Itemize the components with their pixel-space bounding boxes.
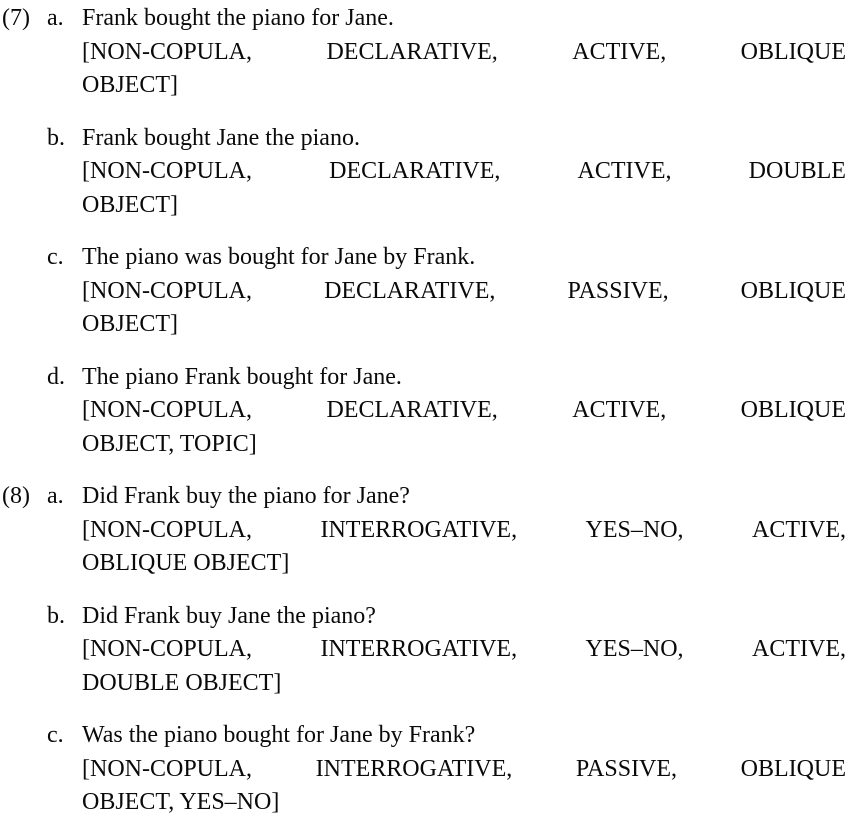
feature-word: YES–NO, (585, 636, 684, 662)
example-number: (8) (2, 483, 30, 509)
sentence: Frank bought Jane the piano. (82, 124, 360, 151)
feature-line-last: OBJECT] (82, 311, 178, 337)
feature-word: INTERROGATIVE, (320, 516, 518, 543)
feature-word: [NON-COPULA, (82, 397, 252, 423)
item-content (82, 480, 846, 581)
sentence: The piano Frank bought for Jane. (82, 363, 402, 390)
item-letter: c. (47, 722, 64, 748)
example-item (2, 719, 846, 820)
sentence: Did Frank buy the piano for Jane? (82, 483, 410, 509)
item-content (82, 361, 846, 462)
example-item (2, 361, 846, 462)
feature-word: INTERROGATIVE, (320, 636, 518, 662)
example-list (2, 2, 846, 820)
feature-word: [NON-COPULA, (82, 38, 252, 65)
feature-line-justified (82, 275, 846, 309)
feature-word: DECLARATIVE, (329, 158, 501, 184)
example-item (2, 2, 846, 103)
example-item (2, 600, 846, 701)
item-letter: b. (47, 124, 65, 151)
feature-word: ACTIVE, (572, 397, 667, 423)
feature-word: DECLARATIVE, (326, 397, 498, 423)
feature-word: YES–NO, (585, 516, 684, 543)
feature-word: PASSIVE, (567, 277, 669, 304)
feature-word: OBLIQUE (740, 397, 846, 423)
feature-word: OBLIQUE (740, 38, 846, 65)
item-letter: b. (47, 602, 65, 629)
feature-word: [NON-COPULA, (82, 516, 252, 543)
feature-line-justified (82, 36, 846, 70)
example-item (2, 122, 846, 223)
item-content (82, 122, 846, 223)
example-number (2, 122, 47, 223)
sentence: Was the piano bought for Jane by Frank? (82, 722, 476, 748)
feature-line-justified (82, 514, 846, 548)
feature-line-last: OBLIQUE OBJECT] (82, 550, 290, 576)
example-number: (7) (2, 5, 30, 31)
sentence: Did Frank buy Jane the piano? (82, 602, 376, 629)
feature-line-last: DOUBLE OBJECT] (82, 669, 282, 696)
item-content (82, 2, 846, 103)
feature-line-last: OBJECT, YES–NO] (82, 789, 280, 815)
feature-word: ACTIVE, (752, 636, 846, 662)
item-letter: d. (47, 363, 65, 390)
example-number (2, 719, 47, 820)
item-content (82, 600, 846, 701)
feature-line-last: OBJECT, TOPIC] (82, 430, 257, 457)
feature-line-justified (82, 155, 846, 189)
feature-word: OBLIQUE (740, 755, 846, 782)
feature-word: ACTIVE, (572, 38, 667, 65)
feature-word: DECLARATIVE, (326, 38, 498, 65)
example-item (2, 480, 846, 581)
feature-word: [NON-COPULA, (82, 277, 252, 304)
example-number (2, 361, 47, 462)
example-number (2, 241, 47, 342)
item-content (82, 719, 846, 820)
feature-word: PASSIVE, (575, 755, 678, 782)
feature-word: INTERROGATIVE, (315, 755, 513, 782)
example-number (2, 600, 47, 701)
feature-line-justified (82, 633, 846, 667)
feature-word: DECLARATIVE, (324, 277, 496, 304)
feature-word: [NON-COPULA, (82, 755, 252, 782)
feature-line-justified (82, 753, 846, 787)
item-letter: c. (47, 244, 64, 270)
feature-word: ACTIVE, (752, 516, 846, 543)
sentence: Frank bought the piano for Jane. (82, 5, 394, 31)
feature-word: OBLIQUE (740, 277, 846, 304)
item-content (82, 241, 846, 342)
feature-word: DOUBLE (748, 158, 846, 184)
item-letter: a. (47, 5, 64, 31)
example-item (2, 241, 846, 342)
feature-word: ACTIVE, (577, 158, 672, 184)
feature-word: [NON-COPULA, (82, 636, 252, 662)
feature-word: [NON-COPULA, (82, 158, 252, 184)
item-letter: a. (47, 483, 64, 509)
sentence: The piano was bought for Jane by Frank. (82, 244, 476, 270)
feature-line-last: OBJECT] (82, 72, 178, 98)
feature-line-last: OBJECT] (82, 191, 178, 218)
feature-line-justified (82, 394, 846, 428)
